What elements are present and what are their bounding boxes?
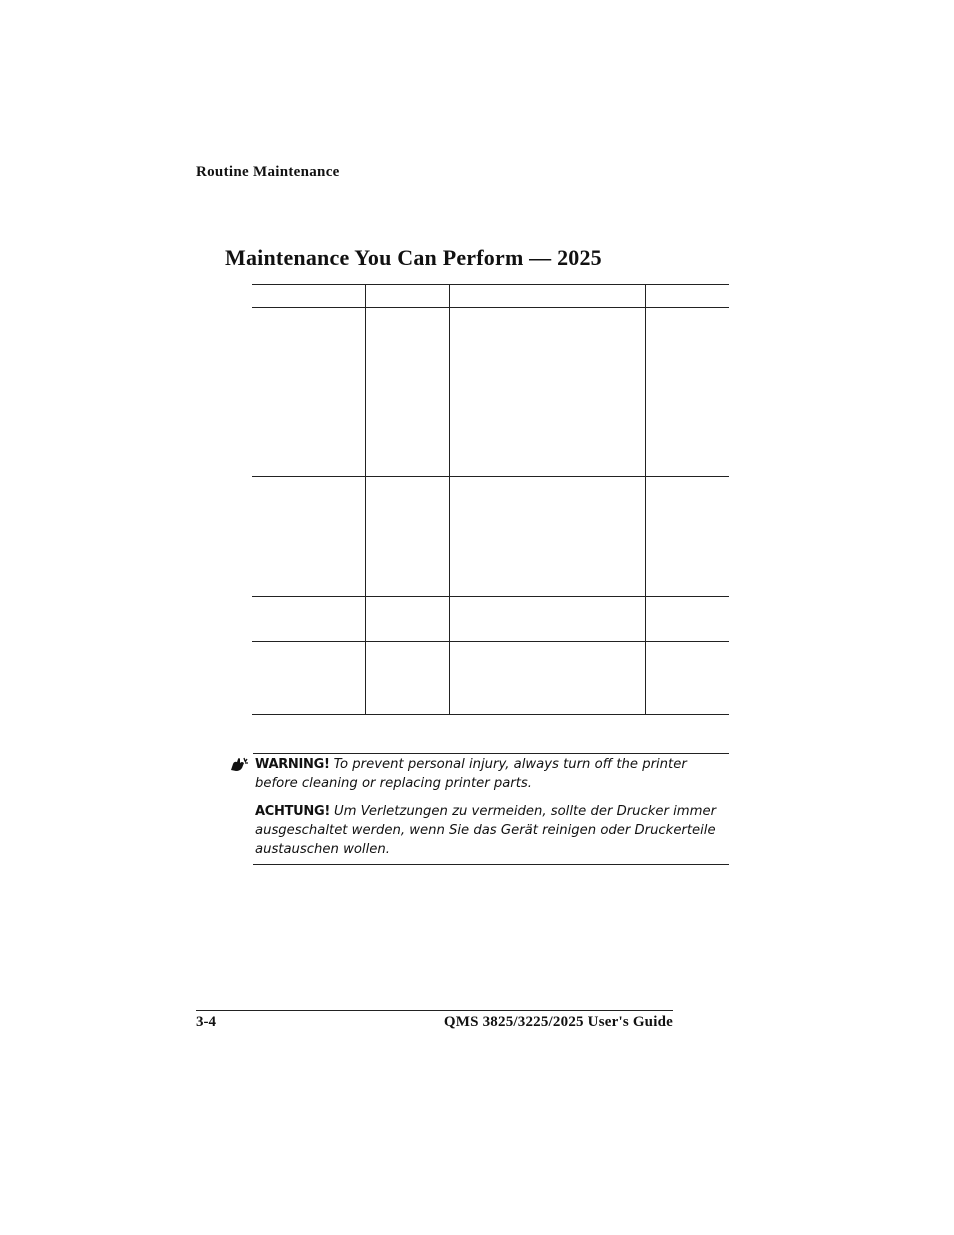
warning-german <box>255 802 731 859</box>
page-number: 3-4 <box>196 1014 216 1030</box>
table-bottom-rule <box>252 714 729 715</box>
footer-rule <box>196 1010 673 1011</box>
table-column-rule <box>365 284 366 715</box>
running-header: Routine Maintenance <box>196 164 340 180</box>
warning-top-rule <box>253 753 729 754</box>
table-row-rule <box>252 641 729 642</box>
table-column-rule <box>645 284 646 715</box>
achtung-label: ACHTUNG! <box>255 804 330 819</box>
table-row-rule <box>252 596 729 597</box>
warning-label: WARNING! <box>255 757 330 772</box>
page-title: Maintenance You Can Perform — 2025 <box>225 245 602 270</box>
table-column-rule <box>449 284 450 715</box>
warning-bottom-rule <box>253 864 729 865</box>
table-row-rule <box>252 476 729 477</box>
warning-english <box>255 755 731 793</box>
warning-text: To prevent personal injury, always turn off the printer before cleaning or replacing printer parts. <box>255 757 687 791</box>
achtung-text: Um Verletzungen zu vermeiden, sollte der Drucker immer ausgeschaltet werden, wenn Sie das Gerät reinigen oder Druckerteile austauschen wollen. <box>255 804 717 857</box>
table-top-rule <box>252 284 729 285</box>
table-header-rule <box>252 307 729 308</box>
guide-title: QMS 3825/3225/2025 User's Guide <box>443 1014 673 1030</box>
warning-hand-icon <box>229 756 249 772</box>
